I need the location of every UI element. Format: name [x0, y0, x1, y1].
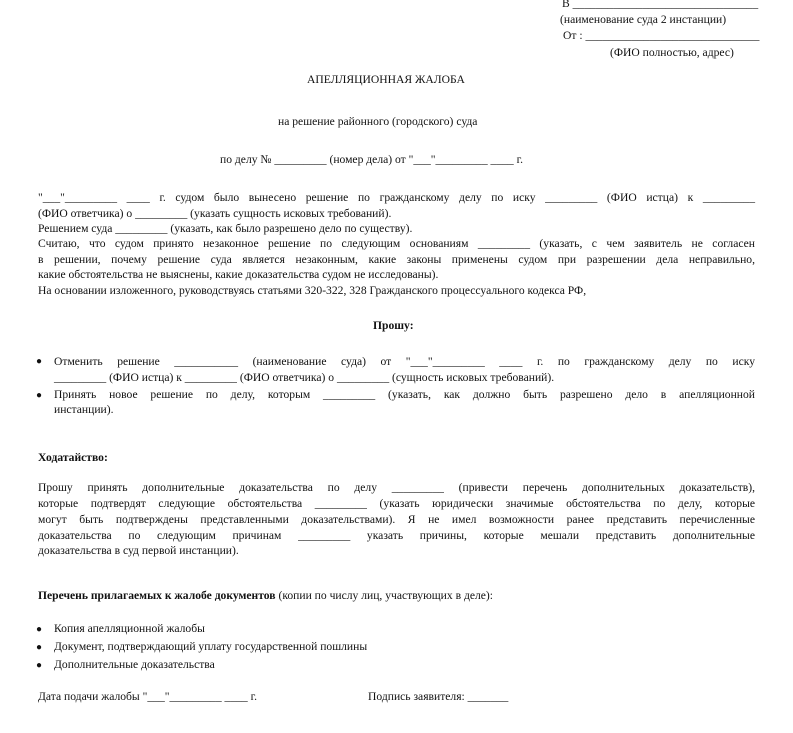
document-subtitle: на решение районного (городского) суда: [278, 115, 478, 128]
request-item-2-line-1: Принять новое решение по делу, которым _________ (указать, как должно быть разрешено дело в апелляционной: [54, 388, 755, 401]
motion-line-2: которые подтвердят следующие обстоятельства _________ (указать юридически значимые обстоятельства по делу, которые: [38, 497, 755, 510]
bullet-icon: ●: [36, 624, 43, 635]
bullet-icon: ●: [36, 660, 43, 671]
attachment-item: Документ, подтверждающий уплату государственной пошлины: [54, 640, 368, 653]
motion-line-1: Прошу принять дополнительные доказательства по делу _________ (привести перечень дополнительных доказательств),: [38, 481, 755, 494]
motion-line-3: могут быть подтверждены представленными доказательствами). Я не имел возможности ранее представить перечисленные: [38, 513, 755, 526]
attachments-heading: [38, 589, 493, 603]
body-line-6: какие обстоятельства не выяснены, какие доказательства судом не исследованы).: [38, 268, 439, 281]
case-number-line: по делу № _________ (номер дела) от "___"_________ ____ г.: [220, 153, 523, 166]
signature-line: Подпись заявителя: _______: [368, 690, 509, 703]
request-item-1-line-1: Отменить решение ___________ (наименование суда) от "___"_________ ____ г. по гражданскому делу по иску: [54, 355, 755, 368]
request-item-1-line-2: _________ (ФИО истца) к _________ (ФИО ответчика) о _________ (сущность исковых требований).: [54, 371, 555, 384]
bullet-icon: ●: [36, 390, 43, 401]
attachment-item: Копия апелляционной жалобы: [54, 622, 205, 635]
body-line-4: Считаю, что судом принято незаконное решение по следующим основаниям _________ (указать, с чем заявитель не согласен: [38, 237, 755, 250]
recipient-court-line: В ________________________________: [562, 0, 759, 10]
bullet-icon: ●: [36, 642, 43, 653]
body-line-3: Решением суда _________ (указать, как было разрешено дело по существу).: [38, 222, 413, 235]
body-line-1: "___"_________ ____ г. судом было вынесено решение по гражданскому делу по иску _________ (ФИО истца) к _________: [38, 191, 755, 204]
court-name-hint: (наименование суда 2 инстанции): [560, 13, 727, 26]
request-item-2-line-2: инстанции).: [54, 403, 114, 416]
body-line-2: (ФИО ответчика) о _________ (указать сущность исковых требований).: [38, 207, 392, 220]
motion-line-4: доказательства по следующим причинам _________ указать причины, которые мешали представить дополнительные: [38, 529, 755, 542]
motion-line-5: доказательства в суд первой инстанции).: [38, 544, 239, 557]
motion-heading: Ходатайство:: [38, 451, 108, 464]
document-title: АПЕЛЛЯЦИОННАЯ ЖАЛОБА: [307, 73, 465, 86]
filing-date-line: Дата подачи жалобы "___"_________ ____ г.: [38, 690, 257, 703]
body-line-7: На основании изложенного, руководствуясь статьями 320-322, 328 Гражданского процессуального кодекса РФ,: [38, 284, 587, 297]
attachments-heading-bold: Перечень прилагаемых к жалобе документов: [38, 589, 276, 602]
sender-fio-hint: (ФИО полностью, адрес): [610, 46, 734, 59]
request-heading: Прошу:: [373, 319, 414, 332]
attachment-item: Дополнительные доказательства: [54, 658, 215, 671]
body-line-5: в решении, почему решение суда является незаконным, какие законы применены судом при разрешении дела неправильно,: [38, 253, 755, 266]
sender-line: От : ______________________________: [563, 29, 760, 42]
attachments-heading-note: (копии по числу лиц, участвующих в деле):: [275, 589, 494, 602]
bullet-icon: ●: [36, 356, 43, 367]
